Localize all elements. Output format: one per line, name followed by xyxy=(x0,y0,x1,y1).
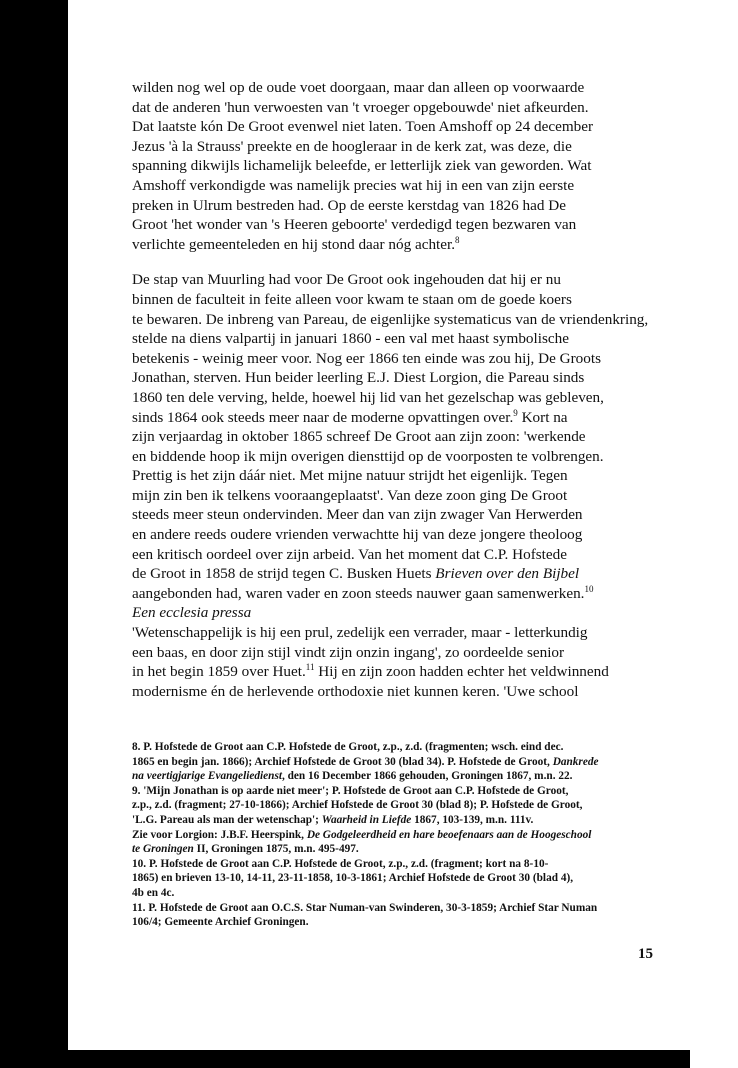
footnotes xyxy=(132,740,657,930)
paragraph-2-text-c: aangebonden had, waren vader en zoon steeds nauwer gaan samenwerken. xyxy=(132,584,585,602)
footnote-8-text-b: , den 16 December 1866 gehouden, Groningen 1867, m.n. 22. xyxy=(281,770,573,783)
footnote-ref-8[interactable]: 8 xyxy=(455,234,460,245)
footnote-9-lorgion-text-a: Zie voor Lorgion: J.B.F. Heerspink, xyxy=(132,828,307,841)
footnote-8-text-a: 8. P. Hofstede de Groot aan C.P. Hofstede de Groot, z.p., z.d. (fragmenten; wsch. eind dec. 1865 en begin jan. 1866); Archief Hofstede de Groot 30 (blad 34). P. Hofstede de Groot, xyxy=(132,741,564,768)
footnote-9-lorgion-text-b: II, Groningen 1875, m.n. 495-497. xyxy=(193,843,359,856)
footnote-9-title: Waarheid in Liefde xyxy=(321,813,412,826)
paragraph-1-text: wilden nog wel op de oude voet doorgaan, maar dan alleen op voorwaarde dat de anderen 'hun verwoesten van 't vroeger opgebouwde' niet afkeurden. Dat laatste kón De Groot evenwel niet laten. Toen Amshoff op 24 december Jezus 'à la Strauss' preekte en de hoogleraar in de kerk zat, was deze, die spanning dikwijls lichamelijk beleefde, er letterlijk ziek van geworden. Wat Amshoff verkondigde was namelijk precies wat hij in een van zijn eerste preken in Ulrum bestreden had. Op de eerste kerstdag van 1826 had De Groot 'het wonder van 's Heeren geboorte' verdedigd tegen bezwaren van verlichte gemeenteleden en hij stond daar nóg achter. xyxy=(132,79,594,253)
book-title-brieven: Brieven over den Bijbel xyxy=(435,565,580,583)
body-text xyxy=(132,78,657,701)
paragraph-3-text-b: Hij en zijn zoon hadden echter het veldwinnend modernisme én de herlevende orthodoxie niet kunnen keren. 'Uwe school xyxy=(132,663,609,700)
footnote-9-lorgion-title: De Godgeleerdheid en hare beoefenaars aan de Hoogeschool te Groningen xyxy=(132,828,592,856)
paragraph-2-text-b: Kort na zijn verjaardag in oktober 1865 schreef De Groot aan zijn zoon: 'werkende en biddende hoop ik mijn overigen diensttijd op de voorposten te volbrengen. Prettig is het zijn dáár niet. Met mijne natuur strijdt het eigenlijk. Tegen mijn zin ben ik telkens vooraangeplaatst'. Van deze zoon ging De Groot steeds meer steun ondervinden. Meer dan van zijn zwager Van Herwerden en andere reeds oudere vrienden verwachtte hij van deze jongere theoloog een kritisch oordeel over zijn arbeid. Van het moment dat C.P. Hofstede de Groot in 1858 de strijd tegen C. Busken Huets xyxy=(132,408,604,583)
footnote-8 xyxy=(132,740,657,784)
footnote-9-text-a: 9. 'Mijn Jonathan is op aarde niet meer'; P. Hofstede de Groot aan C.P. Hofstede de Groot, z.p., z.d. (fragment; 27-10-1866); Archief Hofstede de Groot 30 (blad 8); P. Hofstede de Groot, 'L.G. Pareau als man der wetenschap'; xyxy=(132,784,583,826)
footnote-10: 10. P. Hofstede de Groot aan C.P. Hofstede de Groot, z.p., z.d. (fragment; kort na 8-10- 1865) en brieven 13-10, 14-11, 23-11-1858, 10-3-1861; Archief Hofstede de Groot 30 (blad 4), 4b en 4c. xyxy=(132,857,574,899)
page-number: 15 xyxy=(638,946,653,962)
footnote-8-title: Dankrede na veertigjarige Evangeliedienst xyxy=(132,755,599,783)
page-body xyxy=(132,78,657,701)
bottom-scan-border xyxy=(0,1050,690,1068)
paragraph-3-text-a: 'Wetenschappelijk is hij een prul, zedelijk een verrader, maar - letterkundig een baas, en door zijn stijl vindt zijn onzin ingang', zo oordeelde senior in het begin 1859 over Huet. xyxy=(132,624,588,681)
footnote-ref-10[interactable]: 10 xyxy=(584,583,594,594)
footnote-9 xyxy=(132,784,657,828)
paragraph-3 xyxy=(132,623,657,701)
paragraph-2 xyxy=(132,270,657,603)
section-heading: Een ecclesia pressa xyxy=(132,604,252,622)
footnote-9-lorgion xyxy=(132,828,657,857)
footnote-ref-11[interactable]: 11 xyxy=(305,662,315,673)
left-scan-border xyxy=(0,0,68,1068)
footnote-11: 11. P. Hofstede de Groot aan O.C.S. Star Numan-van Swinderen, 30-3-1859; Archief Star Numan 106/4; Gemeente Archief Groningen. xyxy=(132,901,598,929)
footnote-ref-9[interactable]: 9 xyxy=(513,407,518,418)
footnote-9-text-b: 1867, 103-139, m.n. 111v. xyxy=(411,813,534,826)
paragraph-2-text-a: De stap van Muurling had voor De Groot ook ingehouden dat hij er nu binnen de faculteit in feite alleen voor kwam te staan om de goede koers te bewaren. De inbreng van Pareau, de eigenlijke systematicus van de vriendenkring, stelde na diens valpartij in januari 1860 - een val met haast symbolische betekenis - weinig meer voor. Nog eer 1866 ten einde was zou hij, De Groots Jonathan, sterven. Hun beider leerling E.J. Diest Lorgion, die Pareau sinds 1860 ten dele verving, helde, hoewel hij lid van het gezelschap was gebleven, sinds 1864 ook steeds meer naar de moderne opvattingen over. xyxy=(132,271,649,426)
paragraph-1 xyxy=(132,78,657,254)
